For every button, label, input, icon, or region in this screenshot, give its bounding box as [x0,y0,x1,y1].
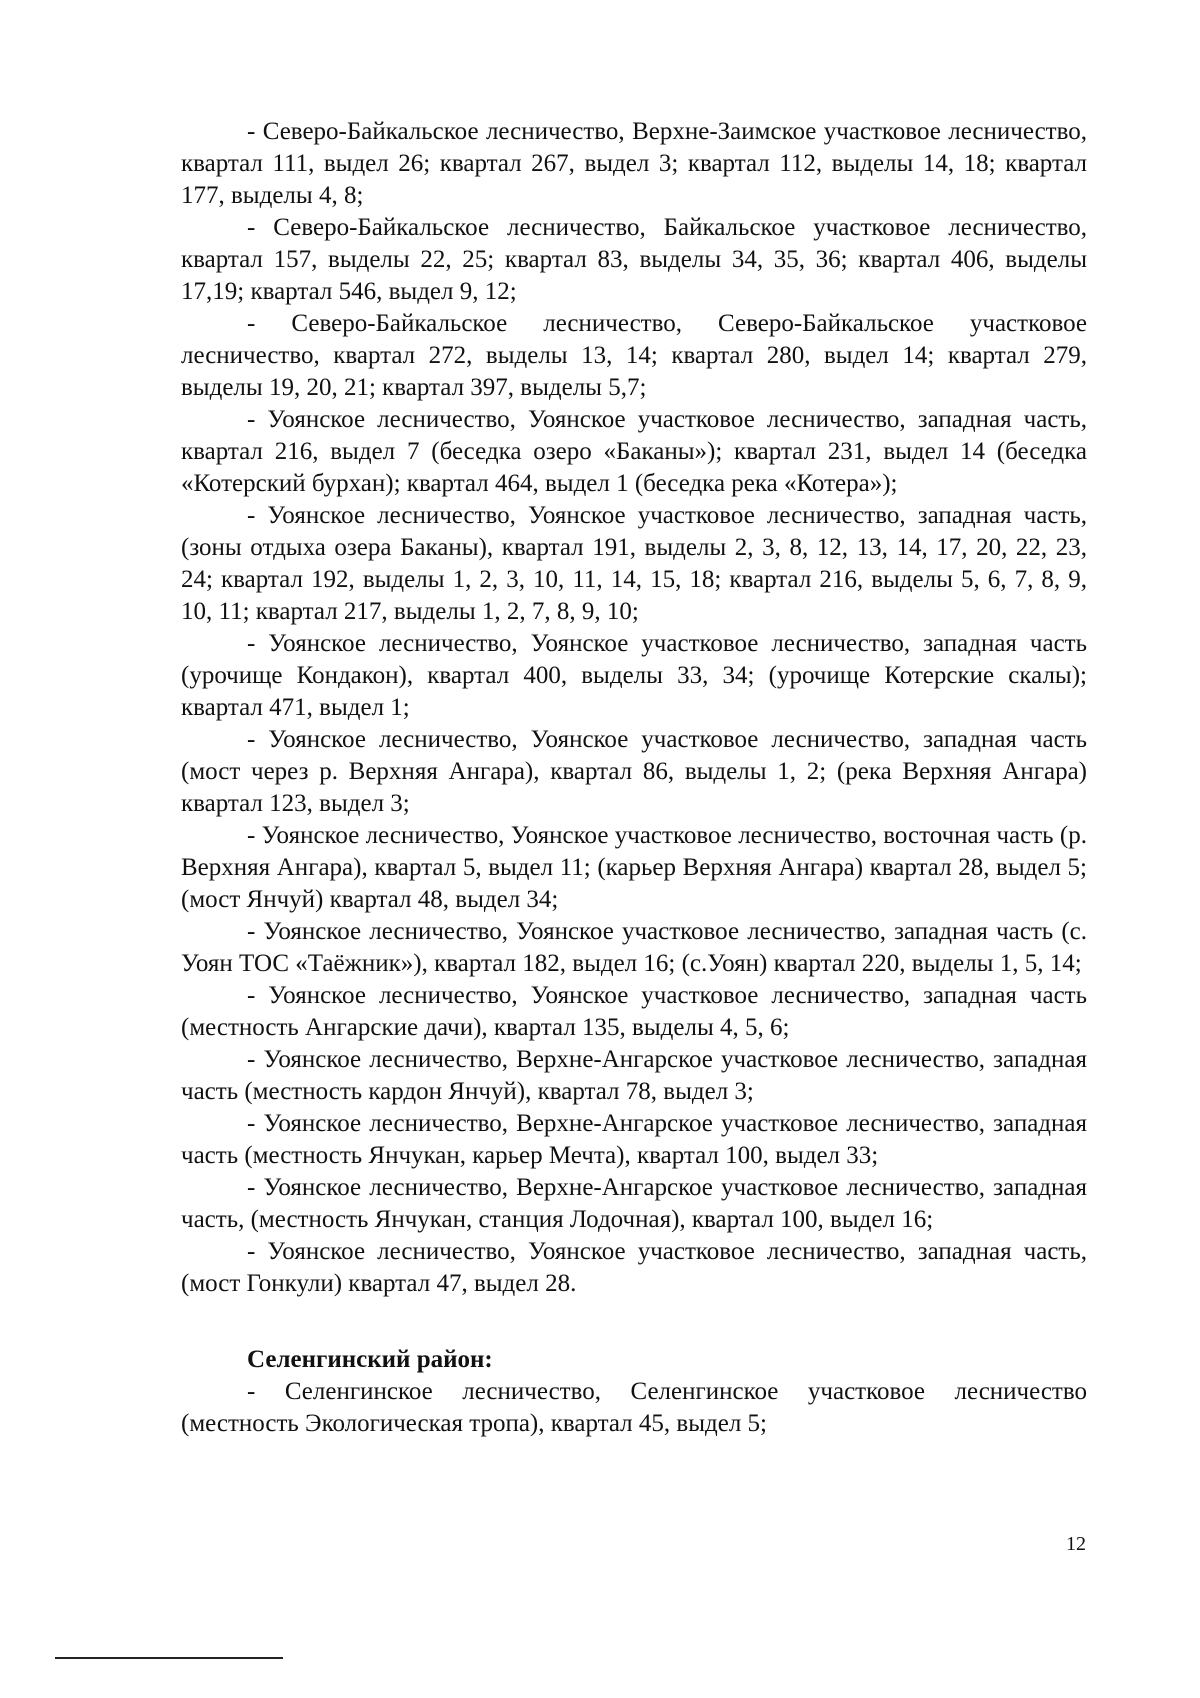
paragraph: - Северо-Байкальское лесничество, Байкальское участковое лесничество, квартал 157, выделы 22, 25; квартал 83, выделы 34, 35, 36; квартал 406, выделы 17,19; квартал 546, выдел 9, 12; [181,214,1087,305]
paragraph: - Уоянское лесничество, Верхне-Ангарское участковое лесничество, западная часть (местность кардон Янчуй), квартал 78, выдел 3; [181,1046,1087,1105]
paragraph: - Уоянское лесничество, Верхне-Ангарское участковое лесничество, западная часть (местность Янчукан, карьер Мечта), квартал 100, выдел 33; [181,1110,1087,1169]
paragraph: - Уоянское лесничество, Уоянское участковое лесничество, западная часть, (зоны отдыха озера Баканы), квартал 191, выделы 2, 3, 8, 12, 13, 14, 17, 20, 22, 23, 24; квартал 192, выделы 1, 2, 3, 10, 11, 14, 15, 18; квартал 216, выделы 5, 6, 7, 8, 9, 10, 11; квартал 217, выделы 1, 2, 7, 8, 9, 10; [181,502,1087,625]
paragraph: - Уоянское лесничество, Уоянское участковое лесничество, западная часть (местность Ангарские дачи), квартал 135, выделы 4, 5, 6; [181,982,1087,1041]
document-body [181,116,1087,1440]
paragraph: - Уоянское лесничество, Верхне-Ангарское участковое лесничество, западная часть, (местность Янчукан, станция Лодочная), квартал 100, выдел 16; [181,1174,1087,1233]
paragraph: - Северо-Байкальское лесничество, Северо-Байкальское участковое лесничество, квартал 272, выделы 13, 14; квартал 280, выдел 14; квартал 279, выделы 19, 20, 21; квартал 397, выделы 5,7; [181,310,1087,401]
paragraph: - Уоянское лесничество, Уоянское участковое лесничество, западная часть (с. Уоян ТОС «Таёжник»), квартал 182, выдел 16; (с.Уоян) квартал 220, выделы 1, 5, 14; [181,918,1087,977]
footer-rule [55,1657,283,1659]
paragraph: - Уоянское лесничество, Уоянское участковое лесничество, западная часть (мост через р. Верхняя Ангара), квартал 86, выделы 1, 2; (река Верхняя Ангара) квартал 123, выдел 3; [181,726,1087,817]
paragraph: - Селенгинское лесничество, Селенгинское участковое лесничество (местность Экологическая тропа), квартал 45, выдел 5; [181,1378,1087,1437]
paragraph: - Уоянское лесничество, Уоянское участковое лесничество, западная часть (урочище Кондакон), квартал 400, выделы 33, 34; (урочище Котерские скалы); квартал 471, выдел 1; [181,630,1087,721]
paragraph: - Уоянское лесничество, Уоянское участковое лесничество, восточная часть (р. Верхняя Ангара), квартал 5, выдел 11; (карьер Верхняя Ангара) квартал 28, выдел 5; (мост Янчуй) квартал 48, выдел 34; [181,822,1087,913]
paragraph: - Уоянское лесничество, Уоянское участковое лесничество, западная часть, (мост Гонкули) квартал 47, выдел 28. [181,1238,1087,1297]
page-number: 12 [1066,1533,1086,1555]
paragraph: - Уоянское лесничество, Уоянское участковое лесничество, западная часть, квартал 216, выдел 7 (беседка озеро «Баканы»); квартал 231, выдел 14 (беседка «Котерский бурхан); квартал 464, выдел 1 (беседка река «Котера»); [181,406,1087,497]
paragraph: - Северо-Байкальское лесничество, Верхне-Заимское участковое лесничество, квартал 111, выдел 26; квартал 267, выдел 3; квартал 112, выделы 14, 18; квартал 177, выделы 4, 8; [181,118,1087,209]
section-heading: Селенгинский район: [247,1346,493,1373]
